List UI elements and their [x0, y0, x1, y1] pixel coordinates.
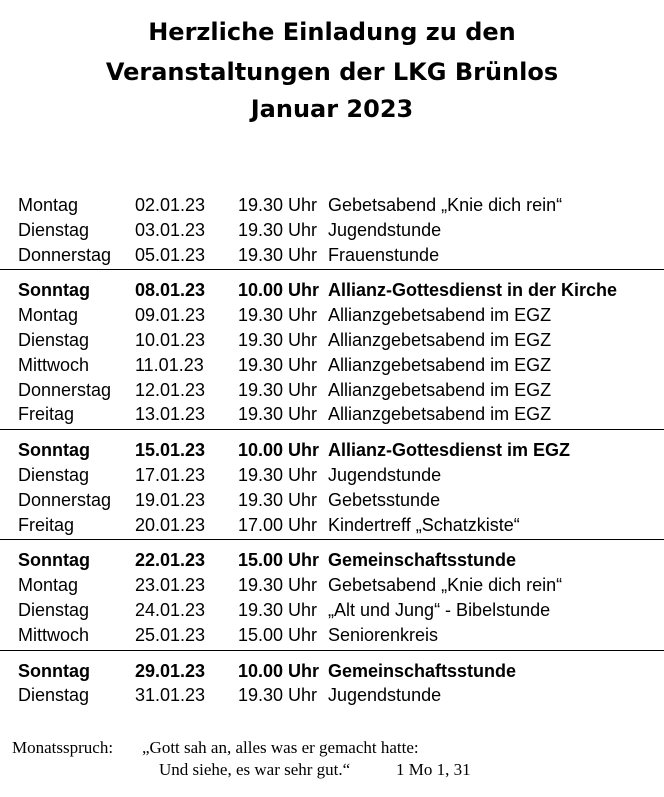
date-cell: 29.01.23	[135, 660, 206, 681]
event-cell: Gebetsstunde	[328, 489, 441, 510]
week-group	[0, 659, 664, 711]
event-cell: Gebetsabend „Knie dich rein“	[328, 195, 563, 215]
date-cell: 09.01.23	[135, 305, 206, 326]
schedule-row	[0, 378, 664, 403]
date-cell: 24.01.23	[135, 599, 206, 620]
time-cell: 19.30 Uhr	[238, 354, 318, 375]
day-cell: Sonntag	[18, 550, 90, 571]
schedule-row	[0, 659, 664, 684]
date-cell: 20.01.23	[135, 514, 206, 535]
schedule-row	[0, 402, 664, 427]
time-cell: 10.00 Uhr	[238, 440, 320, 461]
time-cell: 10.00 Uhr	[238, 280, 320, 301]
schedule-row	[0, 278, 664, 303]
event-cell: Allianz-Gottesdienst in der Kirche	[328, 280, 618, 301]
day-cell: Montag	[18, 305, 79, 326]
date-cell: 13.01.23	[135, 404, 206, 425]
time-cell: 19.30 Uhr	[238, 305, 318, 326]
event-cell: Allianzgebetsabend im EGZ	[328, 329, 552, 350]
monthly-verse-reference: 1 Mo 1, 31	[396, 760, 471, 779]
day-cell: Montag	[18, 195, 79, 215]
event-cell: Allianzgebetsabend im EGZ	[328, 379, 552, 400]
event-cell: Allianz-Gottesdienst im EGZ	[328, 440, 571, 461]
title-line-2: Veranstaltungen der LKG Brünlos	[105, 58, 559, 86]
date-cell: 11.01.23	[135, 354, 204, 375]
event-cell: Jugendstunde	[328, 685, 442, 706]
time-cell: 17.00 Uhr	[238, 514, 318, 535]
monthly-verse-line-1: „Gott sah an, alles was er gemacht hatte:	[142, 738, 419, 757]
day-cell: Dienstag	[18, 685, 90, 706]
title-line-3: Januar 2023	[250, 95, 414, 123]
schedule-row	[0, 683, 664, 708]
day-cell: Freitag	[18, 404, 75, 425]
time-cell: 19.30 Uhr	[238, 599, 318, 620]
date-cell: 02.01.23	[135, 195, 206, 215]
time-cell: 19.30 Uhr	[238, 575, 318, 596]
schedule-row	[0, 438, 664, 463]
event-cell: Allianzgebetsabend im EGZ	[328, 404, 552, 425]
week-group	[0, 438, 664, 540]
monthly-verse-label: Monatsspruch:	[12, 738, 114, 757]
date-cell: 22.01.23	[135, 550, 206, 571]
title-line-1: Herzliche Einladung zu den	[148, 18, 516, 46]
schedule-row	[0, 218, 664, 243]
day-cell: Sonntag	[18, 660, 90, 681]
date-cell: 23.01.23	[135, 575, 206, 596]
time-cell: 19.30 Uhr	[238, 219, 318, 240]
time-cell: 19.30 Uhr	[238, 404, 318, 425]
time-cell: 19.30 Uhr	[238, 685, 318, 706]
date-cell: 10.01.23	[135, 329, 206, 350]
event-cell: Kindertreff „Schatzkiste“	[328, 514, 520, 535]
day-cell: Donnerstag	[18, 244, 112, 265]
date-cell: 03.01.23	[135, 219, 206, 240]
schedule-row	[0, 193, 664, 218]
schedule-row	[0, 488, 664, 513]
event-cell: Gebetsabend „Knie dich rein“	[328, 575, 563, 596]
schedule-row	[0, 463, 664, 488]
week-group	[0, 193, 664, 270]
date-cell: 05.01.23	[135, 244, 206, 265]
schedule-row	[0, 573, 664, 598]
schedule-row	[0, 328, 664, 353]
event-cell: Jugendstunde	[328, 464, 442, 485]
time-cell: 15.00 Uhr	[238, 550, 320, 571]
event-schedule	[0, 193, 664, 718]
week-group	[0, 548, 664, 650]
time-cell: 19.30 Uhr	[238, 195, 318, 215]
day-cell: Montag	[18, 575, 79, 596]
day-cell: Dienstag	[18, 599, 90, 620]
day-cell: Dienstag	[18, 219, 90, 240]
time-cell: 19.30 Uhr	[238, 379, 318, 400]
date-cell: 17.01.23	[135, 464, 206, 485]
day-cell: Mittwoch	[18, 624, 90, 645]
time-cell: 10.00 Uhr	[238, 660, 320, 681]
event-cell: Frauenstunde	[328, 244, 440, 265]
date-cell: 12.01.23	[135, 379, 206, 400]
schedule-row	[0, 598, 664, 623]
day-cell: Sonntag	[18, 440, 90, 461]
time-cell: 19.30 Uhr	[238, 329, 318, 350]
schedule-row	[0, 513, 664, 538]
event-cell: Gemeinschaftsstunde	[328, 660, 517, 681]
date-cell: 08.01.23	[135, 280, 206, 301]
day-cell: Mittwoch	[18, 354, 90, 375]
time-cell: 15.00 Uhr	[238, 624, 318, 645]
date-cell: 19.01.23	[135, 489, 206, 510]
schedule-row	[0, 353, 664, 378]
week-group	[0, 278, 664, 430]
schedule-row	[0, 548, 664, 573]
date-cell: 31.01.23	[135, 685, 206, 706]
event-cell: Allianzgebetsabend im EGZ	[328, 354, 552, 375]
time-cell: 19.30 Uhr	[238, 489, 318, 510]
schedule-row	[0, 303, 664, 328]
event-cell: Allianzgebetsabend im EGZ	[328, 305, 552, 326]
time-cell: 19.30 Uhr	[238, 464, 318, 485]
day-cell: Freitag	[18, 514, 75, 535]
schedule-row	[0, 623, 664, 648]
monthly-verse-line-2: Und siehe, es war sehr gut.“	[159, 760, 351, 779]
event-cell: Jugendstunde	[328, 219, 442, 240]
day-cell: Dienstag	[18, 329, 90, 350]
date-cell: 15.01.23	[135, 440, 206, 461]
day-cell: Dienstag	[18, 464, 90, 485]
schedule-row	[0, 243, 664, 268]
time-cell: 19.30 Uhr	[238, 244, 318, 265]
day-cell: Donnerstag	[18, 379, 112, 400]
event-cell: „Alt und Jung“ - Bibelstunde	[328, 599, 551, 620]
event-cell: Gemeinschaftsstunde	[328, 550, 517, 571]
date-cell: 25.01.23	[135, 624, 206, 645]
day-cell: Donnerstag	[18, 489, 112, 510]
event-cell: Seniorenkreis	[328, 624, 439, 645]
day-cell: Sonntag	[18, 280, 90, 301]
